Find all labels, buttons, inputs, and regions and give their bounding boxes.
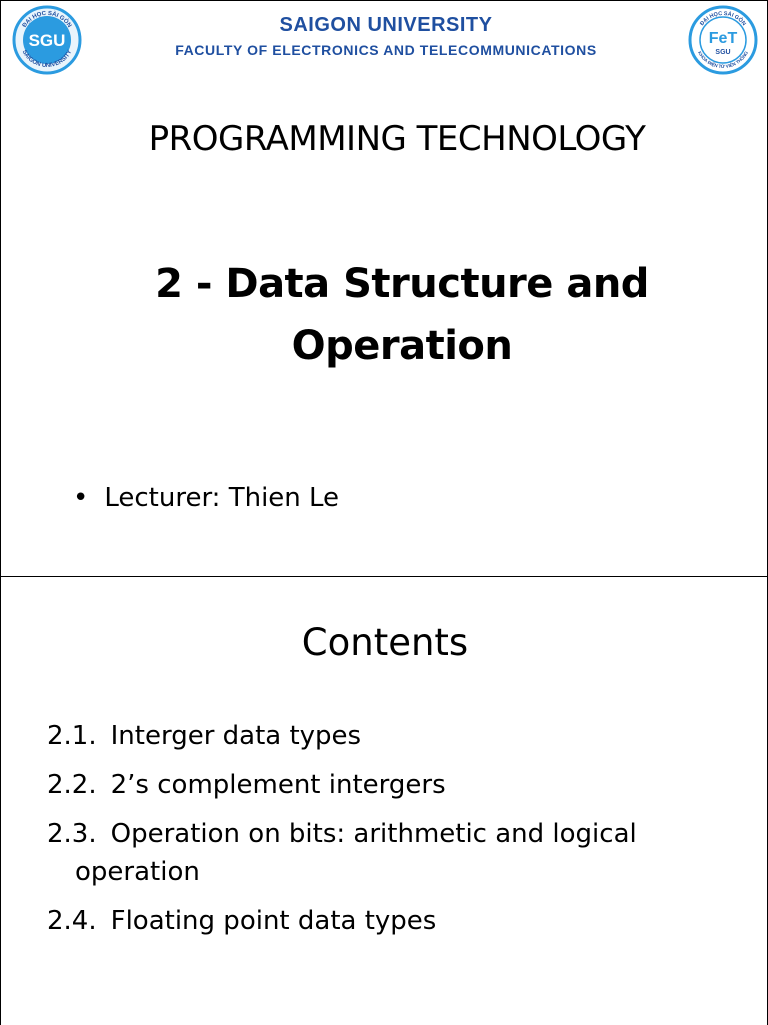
item-number: 2.3. [47,819,97,849]
item-text: Interger data types [110,721,362,751]
svg-text:SAIGON UNIVERSITY: SAIGON UNIVERSITY [20,49,74,70]
item-number: 2.1. [47,721,97,751]
svg-text:KHOA ĐIỆN TỬ VIỄN THÔNG: KHOA ĐIỆN TỬ VIỄN THÔNG [696,50,750,70]
contents-heading: Contents [301,621,469,664]
item-number: 2.4. [47,906,97,936]
faculty-name: FACULTY OF ELECTRONICS AND TELECOMMUNICATIONS [175,42,597,58]
lecture-title-line-1: 2 - Data Structure and [155,261,649,307]
university-name: SAIGON UNIVERSITY [279,14,493,36]
svg-text:ĐẠI HỌC SÀI GÒN: ĐẠI HỌC SÀI GÒN [21,10,73,29]
svg-text:FeT: FeT [708,30,738,47]
item-text: Floating point data types [110,906,437,936]
item-number: 2.2. [47,770,97,800]
course-title: PROGRAMMING TECHNOLOGY [148,119,646,159]
list-item [47,717,747,755]
svg-text:SGU: SGU [28,31,66,50]
svg-text:ĐẠI HỌC SÀI GÒN: ĐẠI HỌC SÀI GÒN [699,10,747,28]
svg-text:SGU: SGU [715,49,731,56]
contents-slide [0,576,768,1025]
list-item [47,815,747,891]
list-item [47,902,747,940]
lecture-title [1,253,768,377]
lecturer-bullet [73,483,339,513]
item-text: 2’s complement intergers [110,770,446,800]
lecturer-text: Lecturer: Thien Le [104,483,340,513]
contents-list [47,717,747,951]
bullet-dot-icon: • [73,483,89,513]
list-item [47,766,747,804]
lecture-title-line-2: Operation [291,323,513,369]
item-text: Operation on bits: arithmetic and logical operation [75,819,637,887]
